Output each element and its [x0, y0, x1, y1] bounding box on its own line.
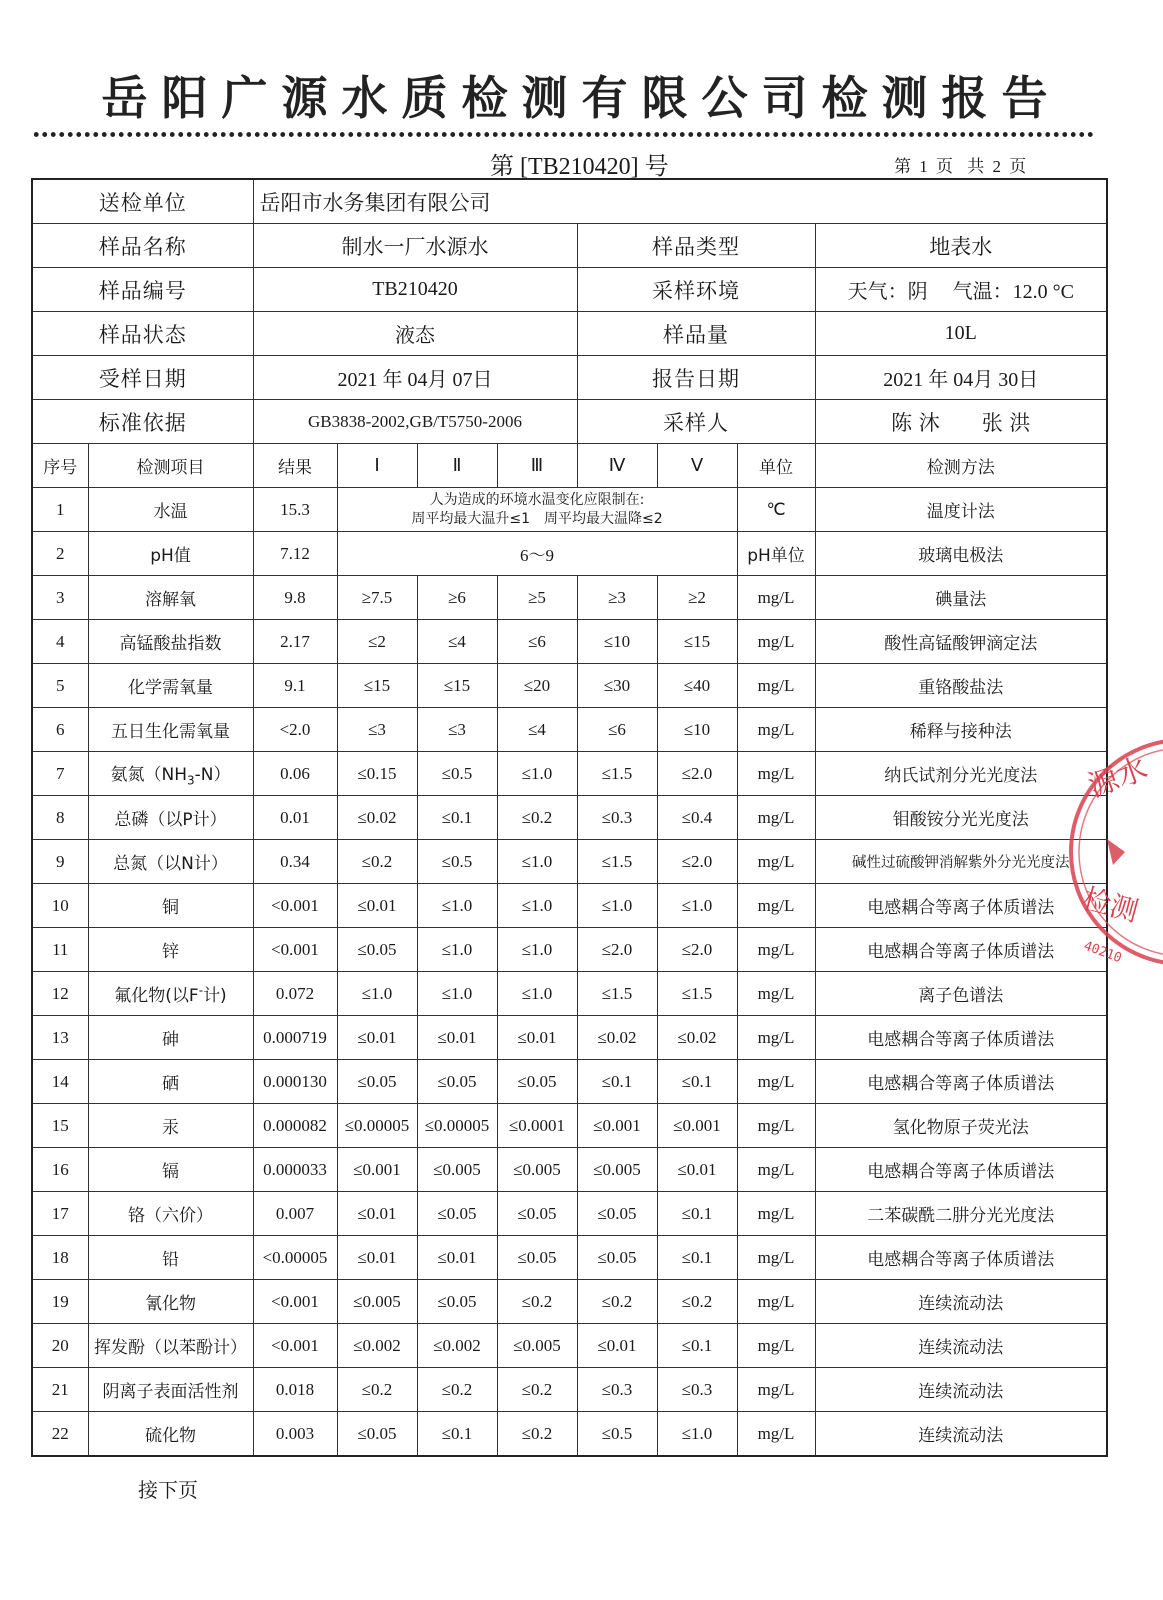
row-limit: ≤0.001 — [577, 1104, 657, 1148]
row-result: 15.3 — [253, 488, 337, 532]
row-limit: ≤0.05 — [337, 928, 417, 972]
row-limit: ≤0.1 — [657, 1324, 737, 1368]
info-value: 地表水 — [815, 224, 1107, 268]
row-limit: ≤1.0 — [577, 884, 657, 928]
info-value: 液态 — [253, 312, 577, 356]
row-limit: ≤1.0 — [337, 972, 417, 1016]
row-number: 14 — [32, 1060, 88, 1104]
row-unit: mg/L — [737, 928, 815, 972]
row-limit: ≤4 — [417, 620, 497, 664]
row-limit: ≤0.05 — [577, 1192, 657, 1236]
row-method: 电感耦合等离子体质谱法 — [815, 1236, 1107, 1280]
row-limit: ≤0.002 — [417, 1324, 497, 1368]
results-section — [32, 444, 1107, 1457]
info-value: 陈 沐 张 洪 — [815, 400, 1107, 444]
row-number: 6 — [32, 708, 88, 752]
row-limit: ≤0.5 — [417, 840, 497, 884]
row-limit: ≤3 — [417, 708, 497, 752]
row-number: 22 — [32, 1412, 88, 1457]
row-item: 镉 — [88, 1148, 253, 1192]
row-result: 9.8 — [253, 576, 337, 620]
column-header-row — [32, 444, 1107, 488]
row-range: 6～9 — [337, 532, 737, 576]
row-limit: ≤0.01 — [417, 1236, 497, 1280]
row-limit: ≤1.0 — [657, 1412, 737, 1457]
row-result: 7.12 — [253, 532, 337, 576]
row-limit: ≤0.001 — [337, 1148, 417, 1192]
row-number: 7 — [32, 752, 88, 796]
seal-text-top: 源水 — [1083, 751, 1153, 805]
row-unit: mg/L — [737, 1368, 815, 1412]
row-unit: mg/L — [737, 1236, 815, 1280]
page-total: 共 2 页 — [967, 157, 1027, 176]
row-result: <0.00005 — [253, 1236, 337, 1280]
report-number: 第 [TB210420] 号 — [490, 154, 669, 180]
row-limit: ≤1.0 — [497, 884, 577, 928]
row-limit: ≤0.2 — [497, 1280, 577, 1324]
row-unit: mg/L — [737, 664, 815, 708]
row-number: 4 — [32, 620, 88, 664]
row-item: 总氮（以N计） — [88, 840, 253, 884]
row-number: 12 — [32, 972, 88, 1016]
row-result: <2.0 — [253, 708, 337, 752]
row-limit: ≤0.01 — [497, 1016, 577, 1060]
row-result: 2.17 — [253, 620, 337, 664]
row-number: 5 — [32, 664, 88, 708]
row-limit: ≥6 — [417, 576, 497, 620]
info-label: 样品量 — [577, 312, 815, 356]
row-limit: ≤0.2 — [497, 1412, 577, 1457]
row-item: 锌 — [88, 928, 253, 972]
row-method: 电感耦合等离子体质谱法 — [815, 1060, 1107, 1104]
row-limit: ≤0.005 — [417, 1148, 497, 1192]
row-result: <0.001 — [253, 1324, 337, 1368]
row-unit: ℃ — [737, 488, 815, 532]
row-item: 阴离子表面活性剂 — [88, 1368, 253, 1412]
row-limit: ≤0.00005 — [337, 1104, 417, 1148]
row-limit: ≤0.01 — [657, 1148, 737, 1192]
column-header: 单位 — [737, 444, 815, 488]
table-row — [32, 928, 1107, 972]
item-text: -N） — [194, 764, 231, 785]
info-label: 标准依据 — [32, 400, 253, 444]
row-limit: ≤0.05 — [577, 1236, 657, 1280]
row-limit: ≤0.3 — [577, 1368, 657, 1412]
row-result: 0.018 — [253, 1368, 337, 1412]
row-unit: mg/L — [737, 1412, 815, 1457]
row-unit: mg/L — [737, 1324, 815, 1368]
row-number: 10 — [32, 884, 88, 928]
table-row — [32, 1236, 1107, 1280]
info-label: 样品名称 — [32, 224, 253, 268]
row-limit: ≤1.0 — [417, 928, 497, 972]
row-limit: ≤0.02 — [577, 1016, 657, 1060]
row-result: <0.001 — [253, 1280, 337, 1324]
table-row — [32, 1104, 1107, 1148]
row-unit: mg/L — [737, 796, 815, 840]
row-limit: ≤0.2 — [337, 1368, 417, 1412]
row-limit: ≥2 — [657, 576, 737, 620]
row-item: 铅 — [88, 1236, 253, 1280]
table-row — [32, 532, 1107, 576]
row-item: 溶解氧 — [88, 576, 253, 620]
row-result: 0.000130 — [253, 1060, 337, 1104]
row-limit: ≤0.02 — [657, 1016, 737, 1060]
row-limit: ≤0.05 — [497, 1236, 577, 1280]
row-method: 连续流动法 — [815, 1324, 1107, 1368]
row-note — [337, 488, 737, 532]
row-limit: ≤0.005 — [497, 1324, 577, 1368]
row-limit: ≤0.1 — [657, 1060, 737, 1104]
row-item: 总磷（以P计） — [88, 796, 253, 840]
table-row — [32, 1368, 1107, 1412]
table-row — [32, 1324, 1107, 1368]
row-limit: ≤0.1 — [657, 1236, 737, 1280]
row-limit: ≤0.01 — [337, 1236, 417, 1280]
row-limit: ≤1.5 — [577, 752, 657, 796]
row-limit: ≤0.2 — [657, 1280, 737, 1324]
row-limit: ≤0.1 — [417, 1412, 497, 1457]
row-result: <0.001 — [253, 884, 337, 928]
row-method: 氢化物原子荧光法 — [815, 1104, 1107, 1148]
row-limit: ≤1.0 — [497, 972, 577, 1016]
table-row — [32, 708, 1107, 752]
row-unit: mg/L — [737, 1016, 815, 1060]
row-method: 连续流动法 — [815, 1280, 1107, 1324]
page-current: 第 1 页 — [894, 157, 953, 176]
info-label: 样品状态 — [32, 312, 253, 356]
row-method: 钼酸铵分光光度法 — [815, 796, 1107, 840]
row-limit: ≤0.5 — [577, 1412, 657, 1457]
row-limit: ≤0.001 — [657, 1104, 737, 1148]
row-method: 碘量法 — [815, 576, 1107, 620]
table-row — [32, 796, 1107, 840]
row-limit: ≤6 — [497, 620, 577, 664]
row-limit: ≤0.05 — [337, 1412, 417, 1457]
info-value: 2021 年 04月 07日 — [253, 356, 577, 400]
row-limit: ≤1.5 — [657, 972, 737, 1016]
row-result: 0.000719 — [253, 1016, 337, 1060]
row-number: 3 — [32, 576, 88, 620]
row-unit: mg/L — [737, 708, 815, 752]
row-limit: ≤0.15 — [337, 752, 417, 796]
row-number: 15 — [32, 1104, 88, 1148]
row-limit: ≤0.1 — [417, 796, 497, 840]
row-limit: ≤0.1 — [577, 1060, 657, 1104]
item-superscript: - — [198, 983, 204, 998]
row-limit: ≤0.2 — [417, 1368, 497, 1412]
table-row — [32, 1148, 1107, 1192]
row-limit: ≤30 — [577, 664, 657, 708]
row-limit: ≤0.05 — [417, 1280, 497, 1324]
info-value: 10L — [815, 312, 1107, 356]
row-limit: ≤1.0 — [417, 884, 497, 928]
row-limit: ≤2.0 — [657, 840, 737, 884]
table-row — [32, 752, 1107, 796]
row-limit: ≤0.00005 — [417, 1104, 497, 1148]
report-title: 岳阳广源水质检测有限公司检测报告 — [101, 71, 1062, 125]
row-limit: ≤0.2 — [337, 840, 417, 884]
table-row — [32, 1412, 1107, 1457]
row-limit: ≤1.0 — [497, 928, 577, 972]
row-limit: ≤1.0 — [657, 884, 737, 928]
dotted-divider — [32, 131, 1094, 138]
row-limit: ≤0.05 — [417, 1192, 497, 1236]
row-method: 电感耦合等离子体质谱法 — [815, 884, 1107, 928]
seal-text-code: 40210 — [1081, 938, 1124, 967]
table-row — [32, 620, 1107, 664]
row-item: 砷 — [88, 1016, 253, 1060]
row-method: 重铬酸盐法 — [815, 664, 1107, 708]
info-value: 天气：阴 气温：12.0 °C — [815, 268, 1107, 312]
info-label: 样品类型 — [577, 224, 815, 268]
row-number: 1 — [32, 488, 88, 532]
row-limit: ≤0.01 — [577, 1324, 657, 1368]
column-header: Ⅲ — [497, 444, 577, 488]
table-row — [32, 1016, 1107, 1060]
row-item: 氰化物 — [88, 1280, 253, 1324]
row-method: 玻璃电极法 — [815, 532, 1107, 576]
row-limit: ≤0.01 — [337, 1192, 417, 1236]
row-limit: ≤1.0 — [497, 752, 577, 796]
table-row — [32, 972, 1107, 1016]
row-item: 铜 — [88, 884, 253, 928]
row-limit: ≤1.0 — [497, 840, 577, 884]
info-value: TB210420 — [253, 268, 577, 312]
row-limit: ≤0.2 — [497, 1368, 577, 1412]
row-limit: ≤0.005 — [577, 1148, 657, 1192]
row-item: 硫化物 — [88, 1412, 253, 1457]
row-item: 挥发酚（以苯酚计） — [88, 1324, 253, 1368]
column-header: 序号 — [32, 444, 88, 488]
row-method: 电感耦合等离子体质谱法 — [815, 1016, 1107, 1060]
row-limit: ≤15 — [657, 620, 737, 664]
row-limit: ≤0.2 — [497, 796, 577, 840]
row-limit: ≤1.5 — [577, 972, 657, 1016]
company-seal — [1063, 737, 1163, 967]
client-label: 送检单位 — [32, 179, 253, 224]
row-method: 纳氏试剂分光光度法 — [815, 752, 1107, 796]
item-text: 计) — [203, 986, 227, 1006]
row-limit: ≤0.3 — [657, 1368, 737, 1412]
row-limit: ≤0.05 — [497, 1060, 577, 1104]
row-limit: ≥7.5 — [337, 576, 417, 620]
row-limit: ≤0.005 — [497, 1148, 577, 1192]
row-limit: ≤20 — [497, 664, 577, 708]
info-label: 受样日期 — [32, 356, 253, 400]
row-item: 化学需氧量 — [88, 664, 253, 708]
row-limit: ≤0.05 — [337, 1060, 417, 1104]
row-method: 温度计法 — [815, 488, 1107, 532]
item-text: 氟化物(以F — [114, 986, 199, 1006]
row-result: 0.06 — [253, 752, 337, 796]
report-table — [31, 178, 1108, 1457]
row-limit: ≤1.5 — [577, 840, 657, 884]
row-number: 9 — [32, 840, 88, 884]
row-limit: ≤0.01 — [337, 1016, 417, 1060]
column-header: Ⅴ — [657, 444, 737, 488]
row-unit: mg/L — [737, 620, 815, 664]
row-limit: ≤0.01 — [417, 1016, 497, 1060]
column-header: Ⅳ — [577, 444, 657, 488]
row-result: <0.001 — [253, 928, 337, 972]
row-result: 0.003 — [253, 1412, 337, 1457]
row-item: 五日生化需氧量 — [88, 708, 253, 752]
table-row — [32, 840, 1107, 884]
row-limit: ≤1.0 — [417, 972, 497, 1016]
row-method: 稀释与接种法 — [815, 708, 1107, 752]
info-value: 2021 年 04月 30日 — [815, 356, 1107, 400]
column-header: 检测方法 — [815, 444, 1107, 488]
row-limit: ≤0.4 — [657, 796, 737, 840]
row-unit: mg/L — [737, 1148, 815, 1192]
row-number: 20 — [32, 1324, 88, 1368]
row-limit: ≤15 — [417, 664, 497, 708]
row-result: 0.000033 — [253, 1148, 337, 1192]
column-header: 结果 — [253, 444, 337, 488]
row-limit: ≤0.05 — [417, 1060, 497, 1104]
row-method: 连续流动法 — [815, 1368, 1107, 1412]
row-item: 汞 — [88, 1104, 253, 1148]
info-label: 采样人 — [577, 400, 815, 444]
row-number: 8 — [32, 796, 88, 840]
row-limit: ≥3 — [577, 576, 657, 620]
row-limit: ≤0.3 — [577, 796, 657, 840]
column-header: 检测项目 — [88, 444, 253, 488]
row-result: 0.007 — [253, 1192, 337, 1236]
row-limit: ≤0.5 — [417, 752, 497, 796]
row-result: 0.34 — [253, 840, 337, 884]
info-row — [32, 356, 1107, 400]
row-item: 水温 — [88, 488, 253, 532]
row-item: 硒 — [88, 1060, 253, 1104]
row-number: 16 — [32, 1148, 88, 1192]
row-limit: ≤6 — [577, 708, 657, 752]
row-limit: ≤0.02 — [337, 796, 417, 840]
item-text: 氨氮（NH — [110, 764, 187, 785]
info-value: 制水一厂水源水 — [253, 224, 577, 268]
row-result: 0.072 — [253, 972, 337, 1016]
row-item: 铬（六价） — [88, 1192, 253, 1236]
row-method: 连续流动法 — [815, 1412, 1107, 1457]
table-row — [32, 1280, 1107, 1324]
item-subscript: 3 — [187, 773, 195, 788]
note-line: 人为造成的环境水温变化应限制在: — [429, 491, 645, 508]
table-row — [32, 488, 1107, 532]
row-limit: ≥5 — [497, 576, 577, 620]
row-limit: ≤0.002 — [337, 1324, 417, 1368]
row-number: 21 — [32, 1368, 88, 1412]
info-label: 报告日期 — [577, 356, 815, 400]
row-unit: mg/L — [737, 1104, 815, 1148]
row-limit: ≤2 — [337, 620, 417, 664]
row-method: 二苯碳酰二肼分光光度法 — [815, 1192, 1107, 1236]
info-label: 采样环境 — [577, 268, 815, 312]
row-number: 18 — [32, 1236, 88, 1280]
row-method: 碱性过硫酸钾消解紫外分光光度法 — [815, 840, 1107, 884]
row-item — [88, 752, 253, 796]
row-unit: mg/L — [737, 840, 815, 884]
column-header: Ⅱ — [417, 444, 497, 488]
info-row — [32, 224, 1107, 268]
row-number: 19 — [32, 1280, 88, 1324]
table-row — [32, 1060, 1107, 1104]
row-unit: mg/L — [737, 576, 815, 620]
info-label: 样品编号 — [32, 268, 253, 312]
info-value: GB3838-2002,GB/T5750-2006 — [253, 400, 577, 444]
row-result: 0.000082 — [253, 1104, 337, 1148]
row-limit: ≤0.1 — [657, 1192, 737, 1236]
row-method: 离子色谱法 — [815, 972, 1107, 1016]
row-limit: ≤2.0 — [657, 752, 737, 796]
row-number: 17 — [32, 1192, 88, 1236]
row-limit: ≤10 — [577, 620, 657, 664]
client-value: 岳阳市水务集团有限公司 — [253, 179, 1107, 224]
row-limit: ≤40 — [657, 664, 737, 708]
row-method: 电感耦合等离子体质谱法 — [815, 928, 1107, 972]
info-section — [32, 179, 1107, 444]
info-row — [32, 312, 1107, 356]
row-limit: ≤10 — [657, 708, 737, 752]
row-unit: mg/L — [737, 1280, 815, 1324]
row-number: 2 — [32, 532, 88, 576]
table-row — [32, 884, 1107, 928]
row-limit: ≤15 — [337, 664, 417, 708]
row-unit: mg/L — [737, 884, 815, 928]
row-limit: ≤0.01 — [337, 884, 417, 928]
table-row — [32, 1192, 1107, 1236]
row-unit: mg/L — [737, 752, 815, 796]
row-method: 酸性高锰酸钾滴定法 — [815, 620, 1107, 664]
row-limit: ≤0.005 — [337, 1280, 417, 1324]
row-method: 电感耦合等离子体质谱法 — [815, 1148, 1107, 1192]
row-unit: mg/L — [737, 1192, 815, 1236]
row-limit: ≤2.0 — [577, 928, 657, 972]
row-item — [88, 972, 253, 1016]
info-row — [32, 268, 1107, 312]
note-line: 周平均最大温升≤1 周平均最大温降≤2 — [411, 510, 663, 527]
row-result: 0.01 — [253, 796, 337, 840]
continue-note: 接下页 — [138, 1478, 198, 1502]
row-limit: ≤0.2 — [577, 1280, 657, 1324]
row-item: pH值 — [88, 532, 253, 576]
row-limit: ≤2.0 — [657, 928, 737, 972]
row-result: 9.1 — [253, 664, 337, 708]
row-unit: pH单位 — [737, 532, 815, 576]
row-limit: ≤0.0001 — [497, 1104, 577, 1148]
row-number: 13 — [32, 1016, 88, 1060]
table-row — [32, 576, 1107, 620]
row-item: 高锰酸盐指数 — [88, 620, 253, 664]
column-header: Ⅰ — [337, 444, 417, 488]
table-row — [32, 664, 1107, 708]
info-row — [32, 400, 1107, 444]
page-indicator — [894, 152, 1032, 177]
info-row-client — [32, 179, 1107, 224]
row-limit: ≤3 — [337, 708, 417, 752]
row-limit: ≤0.05 — [497, 1192, 577, 1236]
row-number: 11 — [32, 928, 88, 972]
row-limit: ≤4 — [497, 708, 577, 752]
row-unit: mg/L — [737, 1060, 815, 1104]
row-unit: mg/L — [737, 972, 815, 1016]
seal-text-mid: 检测 — [1079, 881, 1142, 929]
